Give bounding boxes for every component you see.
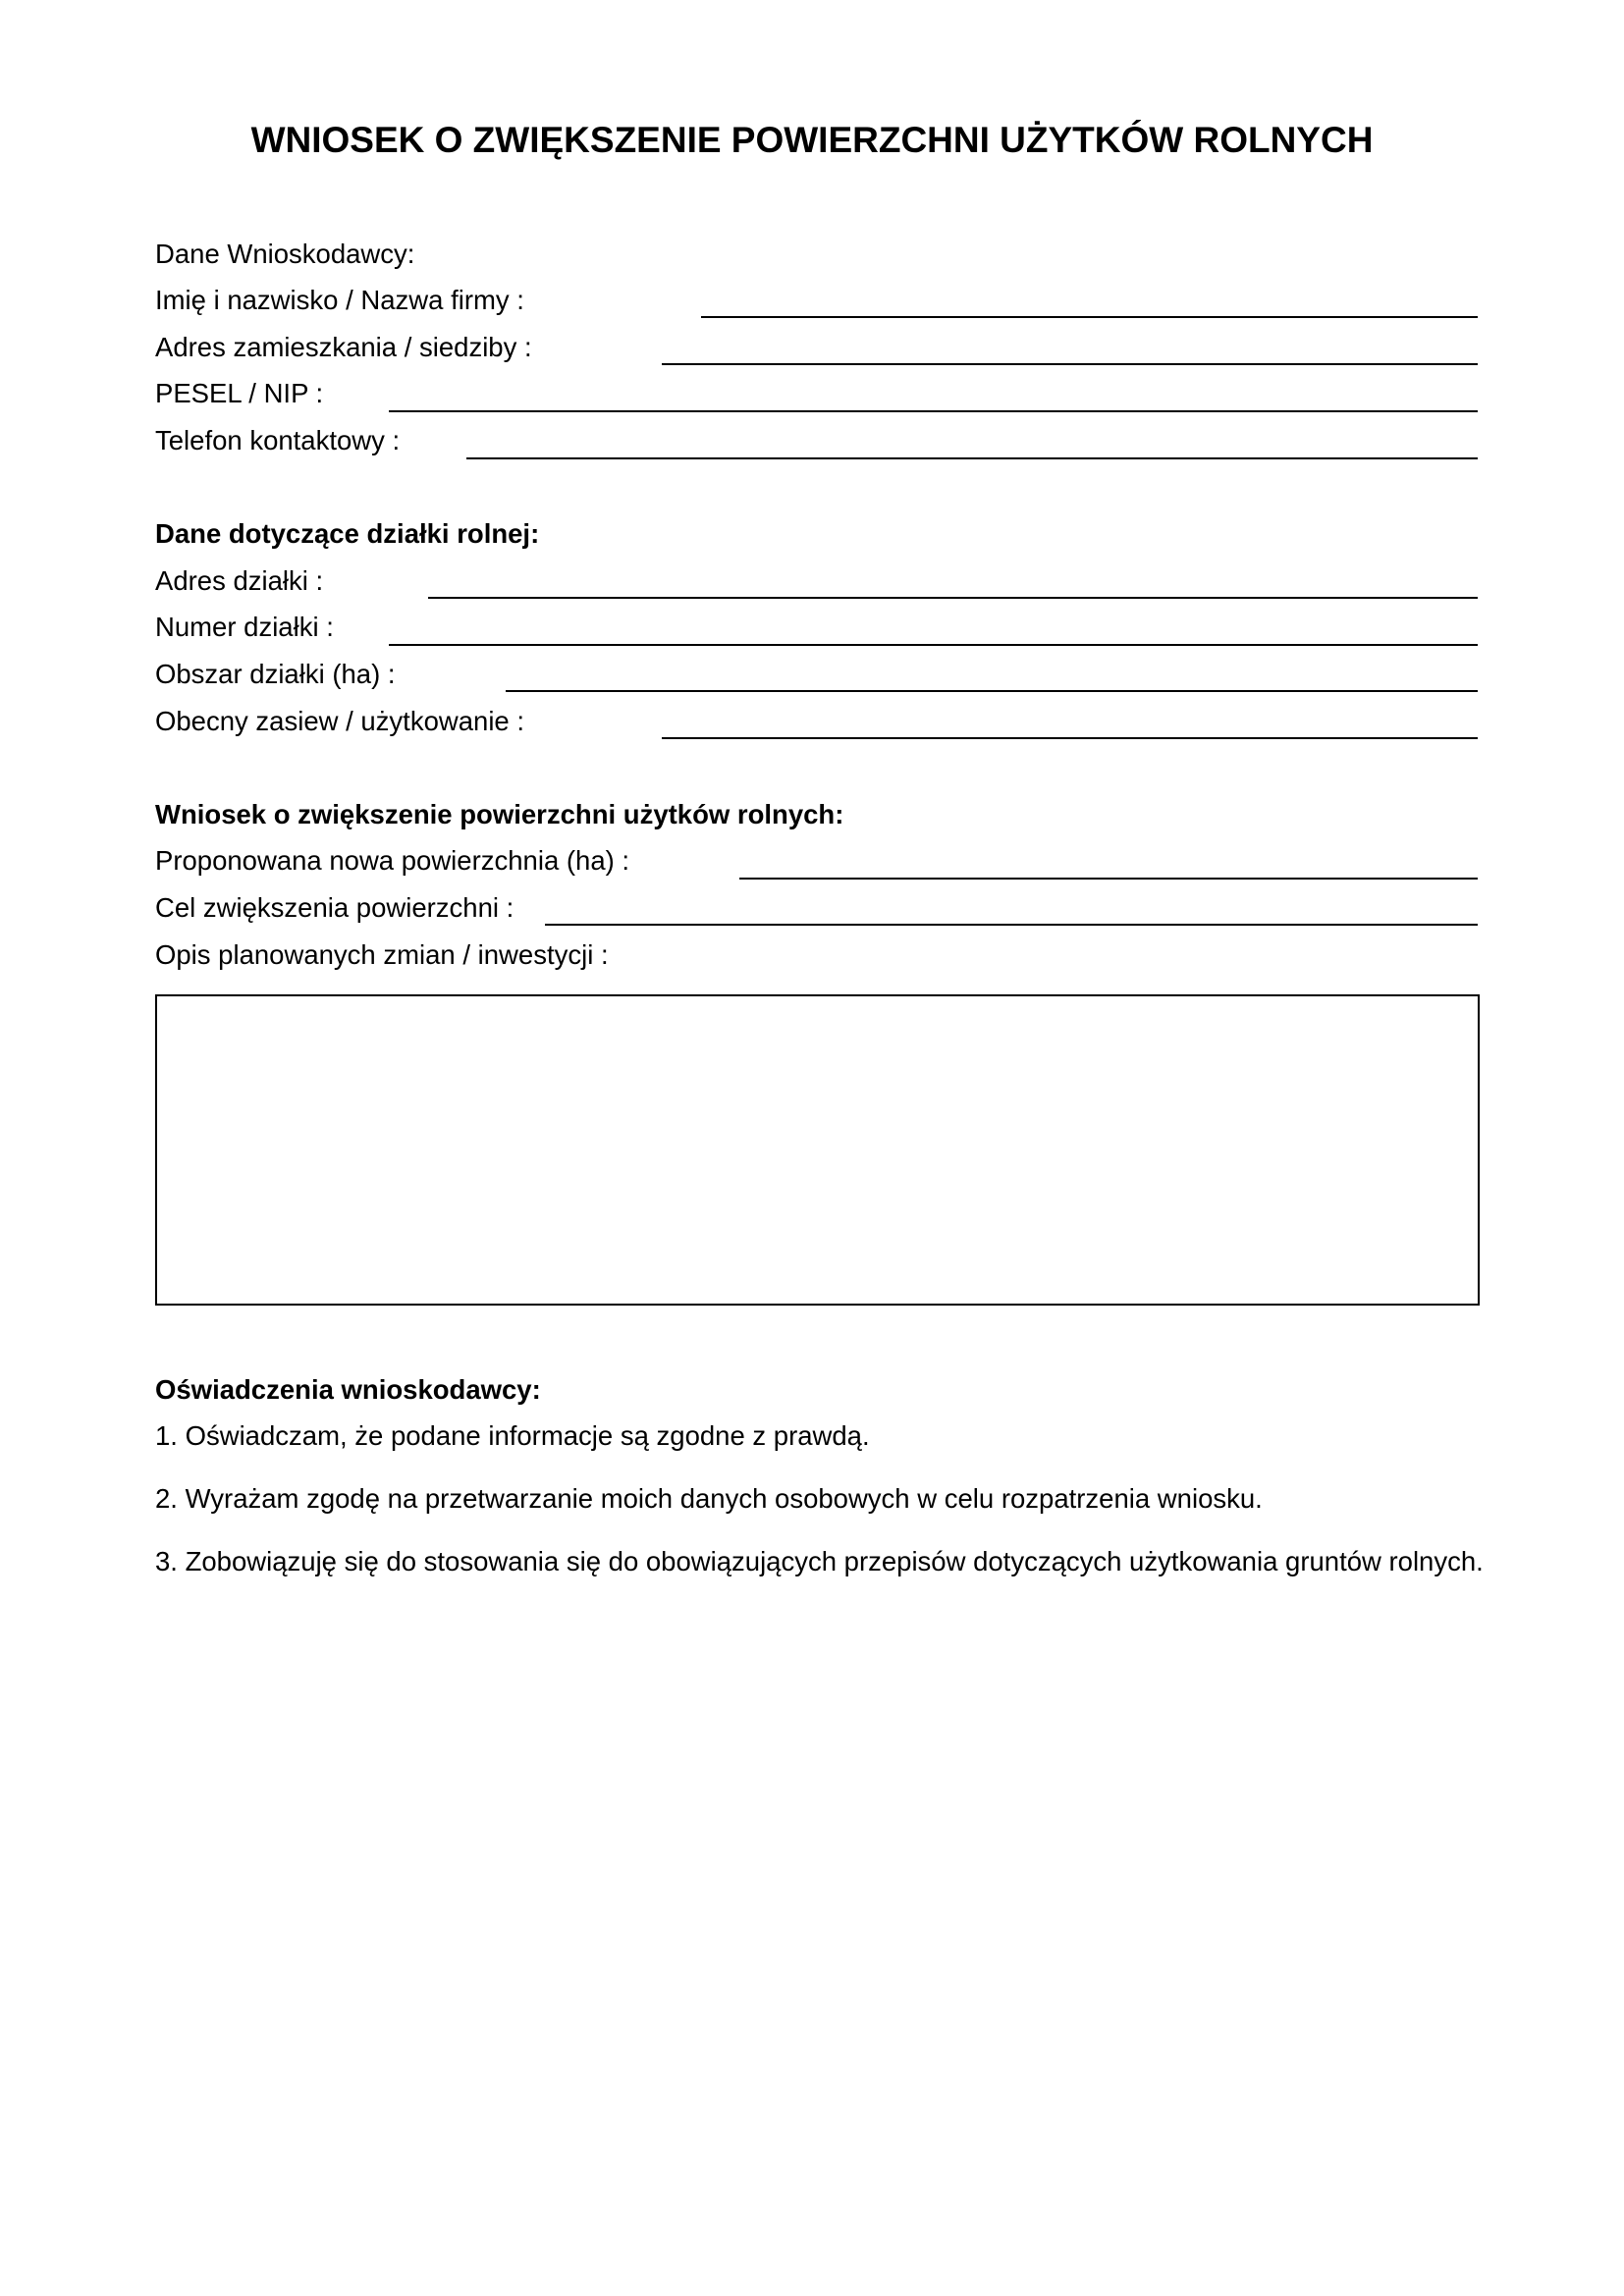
plot-area-field[interactable] (506, 690, 1478, 692)
plot-address-label: Adres działki : (155, 565, 324, 596)
declaration-item-1: 1. Oświadczam, że podane informacje są zgodne z prawdą. (155, 1420, 870, 1451)
current-use-field[interactable] (662, 737, 1478, 739)
applicant-name-field[interactable] (701, 316, 1478, 318)
applicant-address-label: Adres zamieszkania / siedziby : (155, 332, 532, 362)
pesel-nip-field[interactable] (389, 410, 1478, 412)
applicant-address-field[interactable] (662, 363, 1478, 365)
new-area-field[interactable] (739, 878, 1478, 880)
purpose-field[interactable] (545, 924, 1478, 926)
phone-field[interactable] (466, 457, 1478, 459)
applicant-name-label: Imię i nazwisko / Nazwa firmy : (155, 285, 524, 315)
document-title: WNIOSEK O ZWIĘKSZENIE POWIERZCHNI UŻYTKÓW ROLNYCH (250, 120, 1374, 160)
request-section-heading: Wniosek o zwiększenie powierzchni użytków rolnych: (155, 799, 844, 829)
plot-area-label: Obszar działki (ha) : (155, 659, 396, 689)
purpose-label: Cel zwiększenia powierzchni : (155, 892, 514, 923)
declaration-item-3: 3. Zobowiązuję się do stosowania się do obowiązujących przepisów dotyczących użytkowania gruntów rolnych. (155, 1546, 1484, 1576)
applicant-section-heading: Dane Wnioskodawcy: (155, 239, 415, 269)
declarations-heading: Oświadczenia wnioskodawcy: (155, 1374, 541, 1405)
plot-section-heading: Dane dotyczące działki rolnej: (155, 518, 540, 549)
pesel-nip-label: PESEL / NIP : (155, 378, 324, 408)
description-label: Opis planowanych zmian / inwestycji : (155, 939, 609, 970)
plot-number-field[interactable] (389, 644, 1478, 646)
declaration-item-2: 2. Wyrażam zgodę na przetwarzanie moich danych osobowych w celu rozpatrzenia wniosku. (155, 1483, 1263, 1514)
new-area-label: Proponowana nowa powierzchnia (ha) : (155, 845, 630, 876)
plot-number-label: Numer działki : (155, 612, 334, 642)
description-textarea[interactable] (155, 994, 1480, 1306)
phone-label: Telefon kontaktowy : (155, 425, 401, 455)
current-use-label: Obecny zasiew / użytkowanie : (155, 706, 525, 736)
plot-address-field[interactable] (428, 597, 1478, 599)
